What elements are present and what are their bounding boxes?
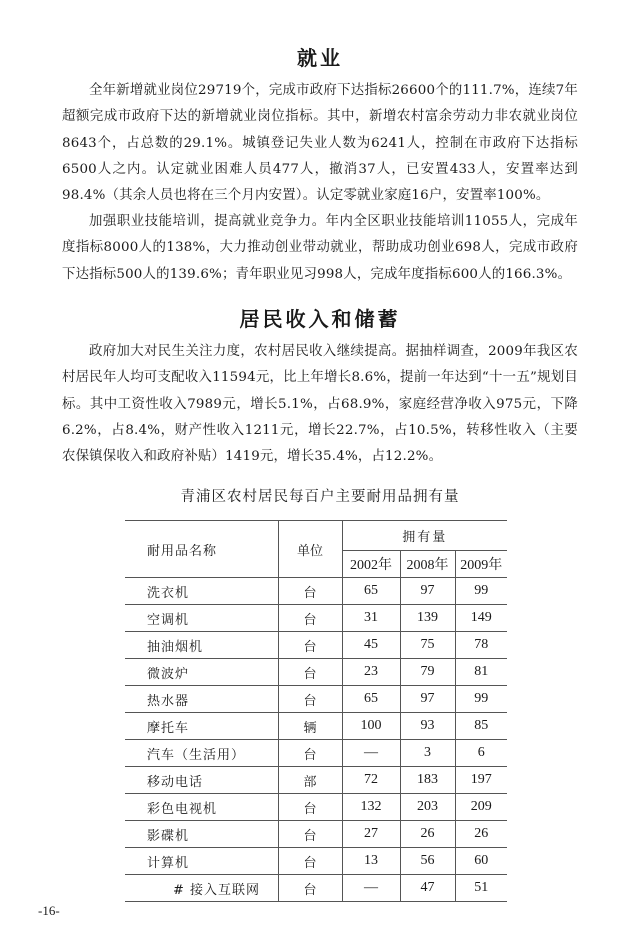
cell-name: 彩色电视机 — [125, 794, 278, 821]
cell-2009: 78 — [455, 632, 507, 659]
cell-2008: 139 — [400, 605, 455, 632]
cell-2008: 75 — [400, 632, 455, 659]
cell-unit: 台 — [278, 740, 342, 767]
cell-2002: 72 — [342, 767, 400, 794]
cell-2009: 6 — [455, 740, 507, 767]
header-name: 耐用品名称 — [125, 521, 278, 578]
cell-2009: 99 — [455, 578, 507, 605]
employment-paragraph-2: 加强职业技能培训，提高就业竞争力。年内全区职业技能培训11055人，完成年度指标8000人的138%，大力推动创业带动就业，帮助成功创业698人，完成市政府下达指标500人的139.6%；青年职业见习998人，完成年度指标600人的166.3%。 — [62, 214, 578, 282]
employment-paragraph-1: 全年新增就业岗位29719个，完成市政府下达指标26600个的111.7%，连续7年超额完成市政府下达的新增就业岗位指标。其中，新增农村富余劳动力非农就业岗位8643个，占总数的29.1%。城镇登记失业人数为6241人，控制在市政府下达指标6500人之内。认定就业困难人员477人，撤消37人，已安置433人，安置率达到98.4%（其余人员也将在三个月内安置）。认定零就业家庭16户，安置率100%。 — [62, 83, 578, 204]
cell-2002: 45 — [342, 632, 400, 659]
cell-unit: 辆 — [278, 713, 342, 740]
header-year-2002: 2002年 — [342, 551, 400, 578]
table-row — [125, 740, 507, 767]
page-number: -16- — [38, 903, 60, 918]
cell-2002: 23 — [342, 659, 400, 686]
cell-2009: 99 — [455, 686, 507, 713]
cell-2009: 51 — [455, 875, 507, 902]
cell-2008: 97 — [400, 686, 455, 713]
cell-2009: 197 — [455, 767, 507, 794]
cell-2009: 209 — [455, 794, 507, 821]
cell-2008: 93 — [400, 713, 455, 740]
table-row — [125, 605, 507, 632]
table-row — [125, 767, 507, 794]
cell-2002: 65 — [342, 578, 400, 605]
cell-2008: 3 — [400, 740, 455, 767]
cell-2002: 13 — [342, 848, 400, 875]
cell-2009: 149 — [455, 605, 507, 632]
header-ownership: 拥有量 — [342, 521, 507, 551]
cell-2002: 132 — [342, 794, 400, 821]
section-title-income: 居民收入和储蓄 — [239, 307, 401, 331]
cell-unit: 台 — [278, 659, 342, 686]
cell-name: 微波炉 — [125, 659, 278, 686]
table-row — [125, 578, 507, 605]
header-year-2008: 2008年 — [400, 551, 455, 578]
cell-unit: 部 — [278, 767, 342, 794]
cell-unit: 台 — [278, 794, 342, 821]
cell-unit: 台 — [278, 686, 342, 713]
table-row — [125, 794, 507, 821]
cell-2009: 81 — [455, 659, 507, 686]
cell-unit: 台 — [278, 821, 342, 848]
table-row — [125, 875, 507, 902]
cell-name: 摩托车 — [125, 713, 278, 740]
cell-2008: 97 — [400, 578, 455, 605]
cell-2002: 27 — [342, 821, 400, 848]
cell-unit: 台 — [278, 605, 342, 632]
cell-name: 热水器 — [125, 686, 278, 713]
table-caption: 青浦区农村居民每百户主要耐用品拥有量 — [180, 489, 460, 505]
cell-2002: 31 — [342, 605, 400, 632]
table-row — [125, 713, 507, 740]
cell-unit: 台 — [278, 578, 342, 605]
cell-2002: 100 — [342, 713, 400, 740]
cell-2008: 79 — [400, 659, 455, 686]
cell-unit: 台 — [278, 632, 342, 659]
table-row — [125, 848, 507, 875]
cell-2002: 65 — [342, 686, 400, 713]
cell-name: 洗衣机 — [125, 578, 278, 605]
cell-name: 影碟机 — [125, 821, 278, 848]
cell-2008: 26 — [400, 821, 455, 848]
header-unit: 单位 — [278, 521, 342, 578]
table-row — [125, 686, 507, 713]
table-row — [125, 821, 507, 848]
cell-unit: 台 — [278, 848, 342, 875]
section-title-employment: 就业 — [297, 46, 343, 70]
cell-name: 抽油烟机 — [125, 632, 278, 659]
cell-name: # 接入互联网 — [125, 875, 278, 902]
table-header-row — [125, 521, 507, 551]
cell-name: 汽车（生活用） — [125, 740, 278, 767]
header-year-2009: 2009年 — [455, 551, 507, 578]
cell-unit: 台 — [278, 875, 342, 902]
cell-2002: — — [342, 875, 400, 902]
cell-2008: 203 — [400, 794, 455, 821]
cell-2009: 26 — [455, 821, 507, 848]
income-paragraph-1: 政府加大对民生关注力度，农村居民收入继续提高。据抽样调查，2009年我区农村居民年人均可支配收入11594元，比上年增长8.6%，提前一年达到“十一五”规划目标。其中工资性收入7989元，增长5.1%，占68.9%，家庭经营净收入975元，下降6.2%，占8.4%，财产性收入1211元，增长22.7%，占10.5%，转移性收入（主要农保镇保收入和政府补贴）1419元，增长35.4%，占12.2%。 — [62, 344, 578, 465]
cell-name: 计算机 — [125, 848, 278, 875]
durables-table — [125, 520, 507, 902]
table-row — [125, 632, 507, 659]
cell-2002: — — [342, 740, 400, 767]
table-row — [125, 659, 507, 686]
cell-name: 移动电话 — [125, 767, 278, 794]
cell-2009: 85 — [455, 713, 507, 740]
cell-2008: 47 — [400, 875, 455, 902]
cell-2009: 60 — [455, 848, 507, 875]
cell-2008: 56 — [400, 848, 455, 875]
cell-name: 空调机 — [125, 605, 278, 632]
cell-2008: 183 — [400, 767, 455, 794]
